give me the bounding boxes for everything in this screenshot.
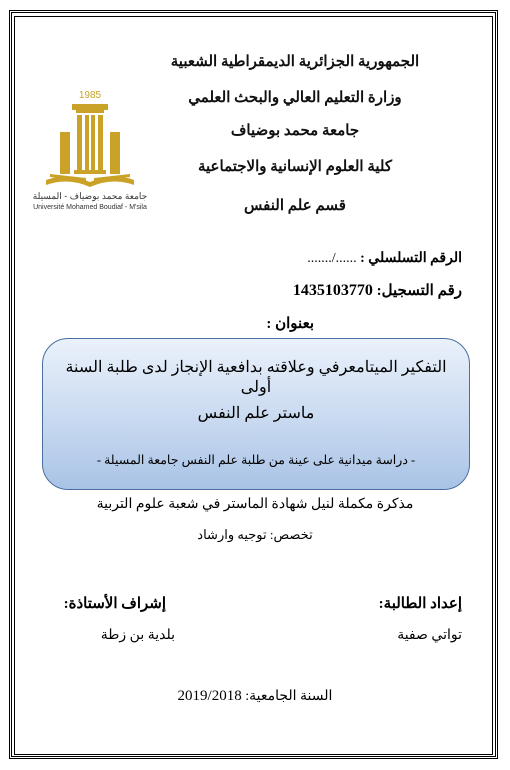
student-name: تواتي صفية bbox=[397, 628, 462, 643]
thesis-title-line1: التفكير الميتامعرفي وعلاقته بدافعية الإنجاز لدى طلبة السنة أولى bbox=[65, 359, 447, 396]
serial-label: الرقم التسلسلي : bbox=[360, 251, 462, 266]
academic-year-label: السنة الجامعية: bbox=[245, 689, 333, 704]
header-department: قسم علم النفس bbox=[244, 198, 346, 214]
supervisor-label: إشراف الأستاذة: bbox=[63, 596, 166, 612]
header-university: جامعة محمد بوضياف bbox=[230, 123, 360, 139]
thesis-title-line2: ماستر علم النفس bbox=[197, 405, 315, 422]
registration-label: رقم التسجيل: bbox=[376, 283, 462, 299]
memo-text: مذكرة مكملة لنيل شهادة الماستر في شعبة علوم التربية bbox=[96, 497, 414, 512]
academic-year bbox=[150, 688, 360, 705]
header-ministry: وزارة التعليم العالي والبحث العلمي bbox=[188, 90, 402, 106]
logo-year: 1985 bbox=[78, 90, 102, 101]
serial-number bbox=[307, 250, 462, 267]
title-label: بعنوان : bbox=[266, 316, 314, 332]
logo-caption-fr: Université Mohamed Boudiaf - M'sila bbox=[33, 204, 147, 211]
serial-value: ....../....... bbox=[307, 251, 357, 266]
thesis-title-box bbox=[42, 338, 470, 490]
academic-year-value: 2019/2018 bbox=[177, 688, 242, 704]
registration-value: 1435103770 bbox=[292, 282, 373, 299]
logo-caption-ar: جامعة محمد بوضياف - المسيلة bbox=[32, 191, 148, 201]
student-label: إعداد الطالبة: bbox=[378, 596, 462, 612]
header-faculty: كلية العلوم الإنسانية والاجتماعية bbox=[197, 159, 393, 175]
header-republic: الجمهورية الجزائرية الديمقراطية الشعبية bbox=[170, 54, 420, 70]
registration-number bbox=[293, 281, 462, 300]
supervisor-name: بلدية بن زطة bbox=[100, 628, 175, 643]
thesis-subtitle: - دراسة ميدانية على عينة من طلبة علم النفس جامعة المسيلة - bbox=[96, 453, 416, 467]
specialty-text: تخصص: توجيه وارشاد bbox=[197, 527, 313, 542]
